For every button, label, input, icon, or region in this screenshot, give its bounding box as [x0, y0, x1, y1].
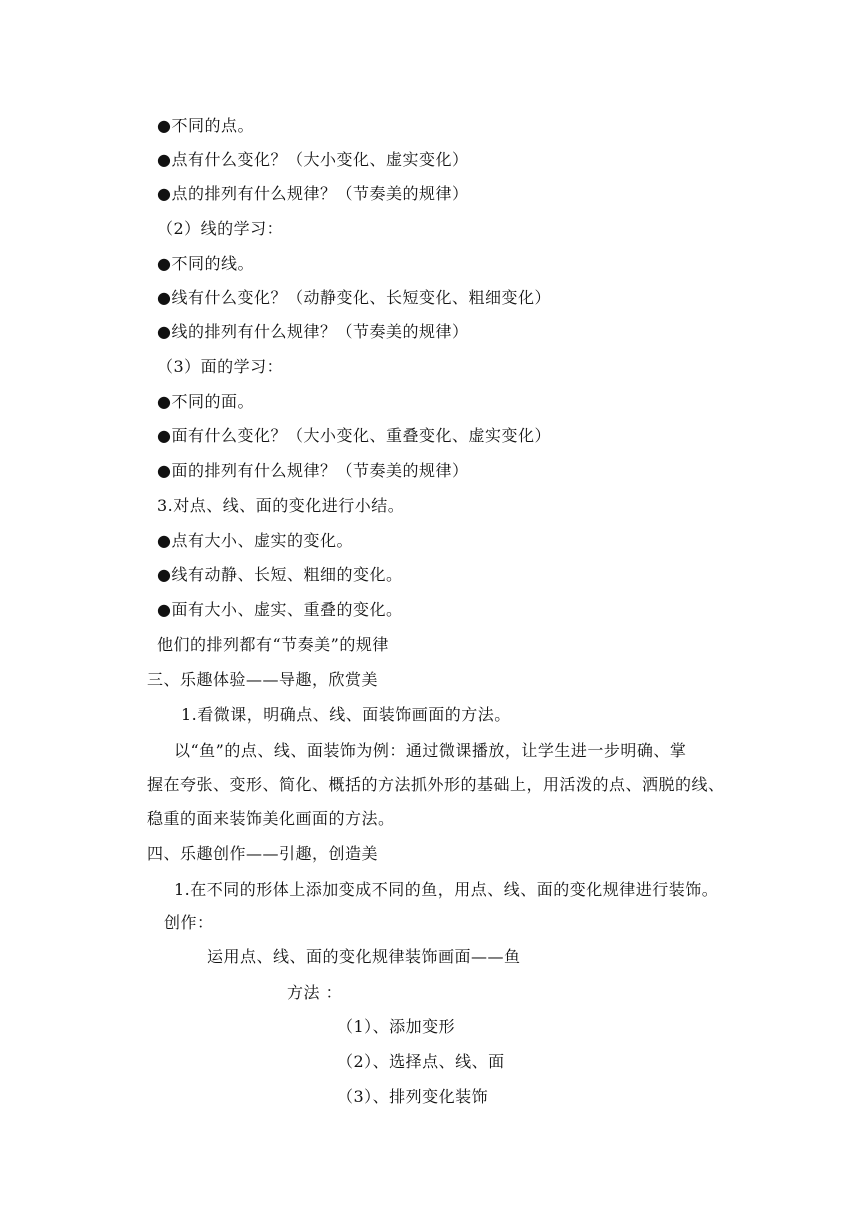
bullet-line: ●点有大小、虚实的变化。 — [157, 531, 353, 550]
method-step: （1）、添加变形 — [337, 1017, 456, 1036]
bullet-line: ●面有大小、虚实、重叠的变化。 — [157, 600, 403, 619]
subsection-heading: （2）线的学习： — [157, 219, 284, 238]
bullet-line: ●不同的面。 — [157, 392, 254, 411]
bullet-line: ●面的排列有什么规律？（节奏美的规律） — [157, 461, 469, 480]
paragraph-line: 稳重的面来装饰美化画面的方法。 — [147, 809, 395, 828]
section-heading: 四、乐趣创作——引趣，创造美 — [147, 844, 379, 863]
section-heading: 三、乐趣体验——导趣，欣赏美 — [147, 670, 379, 689]
label-line: 创作： — [164, 913, 214, 932]
bullet-line: ●点有什么变化？（大小变化、虚实变化） — [157, 150, 469, 169]
creation-title: 运用点、线、面的变化规律装饰画面——鱼 — [207, 947, 521, 966]
bullet-line: ●不同的线。 — [157, 254, 254, 273]
bullet-line: ●线有什么变化？（动静变化、长短变化、粗细变化） — [157, 288, 551, 307]
bullet-line: ●不同的点。 — [157, 116, 254, 135]
paragraph-line: 握在夸张、变形、简化、概括的方法抓外形的基础上，用活泼的点、洒脱的线、 — [147, 775, 725, 794]
method-label: 方法 ： — [287, 983, 343, 1002]
subsection-heading: （3）面的学习： — [157, 357, 284, 376]
paragraph-line: 他们的排列都有“节奏美”的规律 — [157, 635, 389, 654]
bullet-line: ●点的排列有什么规律？（节奏美的规律） — [157, 184, 469, 203]
method-step: （3）、排列变化装饰 — [337, 1087, 489, 1106]
bullet-line: ●面有什么变化？（大小变化、重叠变化、虚实变化） — [157, 426, 551, 445]
paragraph-line: 以“鱼”的点、线、面装饰为例：通过微课播放，让学生进一步明确、掌 — [174, 741, 687, 760]
bullet-line: ●线有动静、长短、粗细的变化。 — [157, 565, 403, 584]
summary-heading: 3.对点、线、面的变化进行小结。 — [157, 496, 405, 515]
bullet-line: ●线的排列有什么规律？（节奏美的规律） — [157, 322, 469, 341]
step-heading: 1.看微课，明确点、线、面装饰画面的方法。 — [181, 705, 511, 724]
method-step: （2）、选择点、线、面 — [337, 1052, 505, 1071]
step-heading: 1.在不同的形体上添加变成不同的鱼，用点、线、面的变化规律进行装饰。 — [174, 880, 719, 899]
